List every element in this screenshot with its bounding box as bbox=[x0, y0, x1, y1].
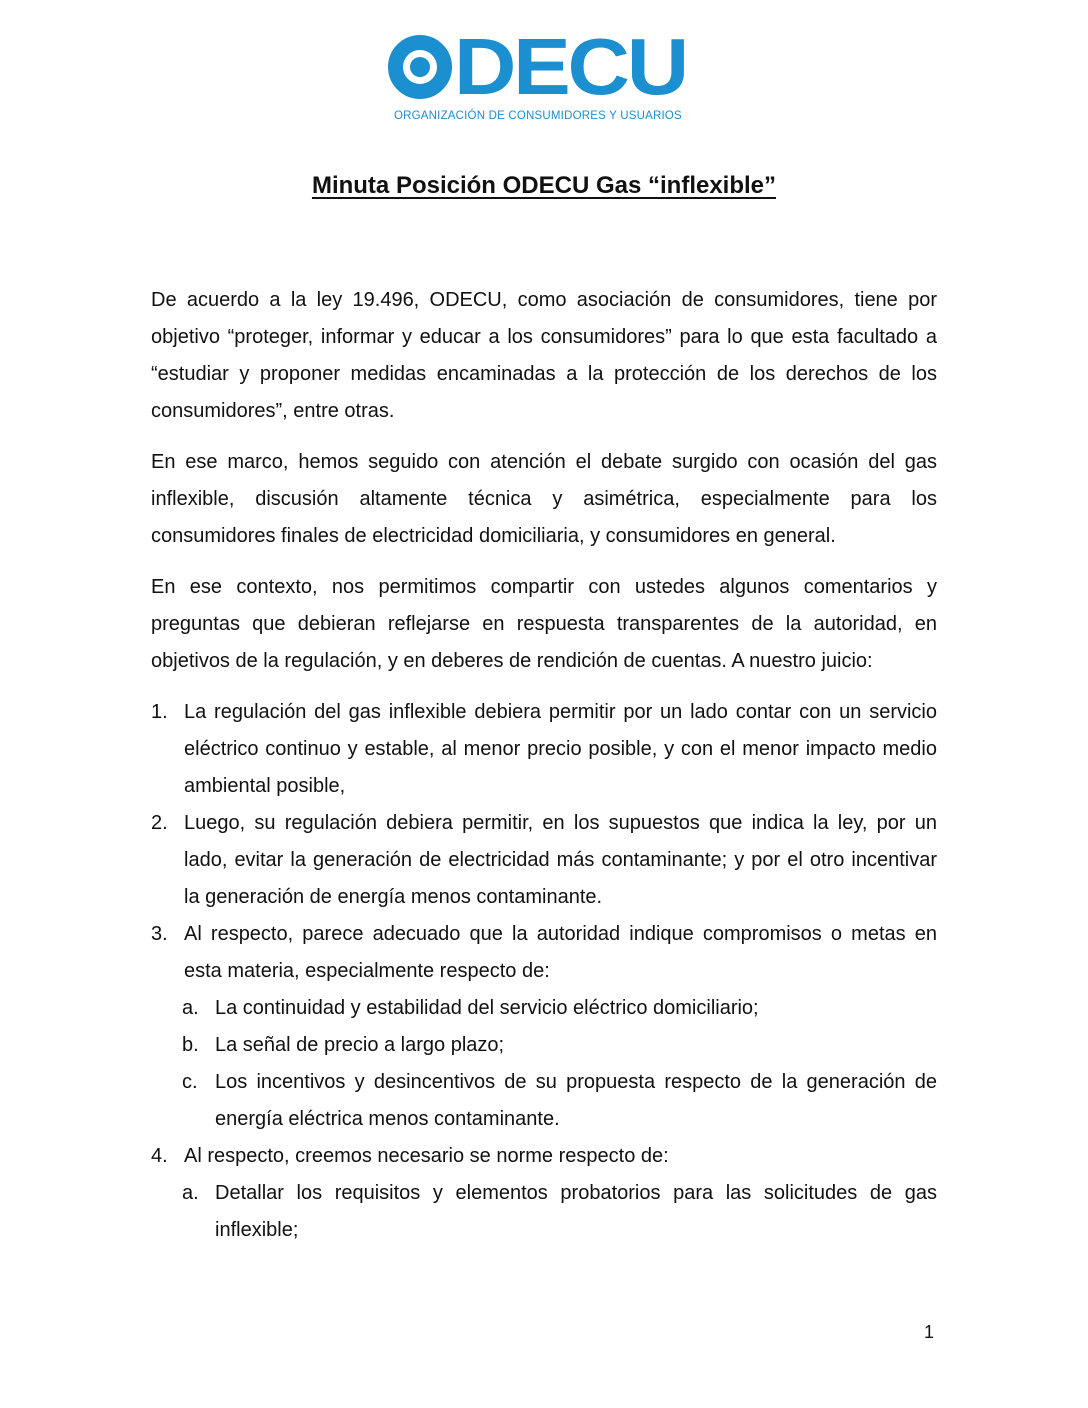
numbered-list-continued bbox=[151, 1138, 937, 1175]
list-item bbox=[151, 916, 937, 990]
sub-list-item-text: Los incentivos y desincentivos de su propuesta respecto de la generación de energía eléctrica menos contaminante. bbox=[215, 1071, 937, 1130]
sub-list-item bbox=[151, 1064, 937, 1138]
list-item-text: Luego, su regulación debiera permitir, en los supuestos que indica la ley, por un lado, evitar la generación de electricidad más contaminante; y por el otro incentivar la generación de energía menos contaminante. bbox=[184, 812, 937, 908]
sub-list-item-text: Detallar los requisitos y elementos probatorios para las solicitudes de gas inflexible; bbox=[215, 1182, 937, 1241]
list-number: 2. bbox=[151, 812, 168, 834]
sub-list-item-text: La continuidad y estabilidad del servicio eléctrico domiciliario; bbox=[215, 997, 759, 1019]
logo-brand-text: DECU bbox=[454, 22, 686, 111]
list-number: 3. bbox=[151, 923, 168, 945]
sub-list-item bbox=[151, 1027, 937, 1064]
list-number: 4. bbox=[151, 1145, 168, 1167]
paragraph-context: En ese marco, hemos seguido con atención el debate surgido con ocasión del gas inflexible, discusión altamente técnica y asimétrica, especialmente para los consumidores finales de electricidad domiciliaria, y consumidores en general. bbox=[151, 451, 937, 547]
list-item bbox=[151, 805, 937, 916]
list-item-text: La regulación del gas inflexible debiera permitir por un lado contar con un servicio eléctrico continuo y estable, al menor precio posible, y con el menor impacto medio ambiental posible, bbox=[184, 701, 937, 797]
list-item bbox=[151, 694, 937, 805]
sub-list-item-text: La señal de precio a largo plazo; bbox=[215, 1034, 505, 1056]
logo-wordmark bbox=[388, 22, 686, 111]
page-number: 1 bbox=[924, 1322, 935, 1342]
sub-list-letter: c. bbox=[182, 1071, 198, 1093]
paragraph-intro: De acuerdo a la ley 19.496, ODECU, como asociación de consumidores, tiene por objetivo “proteger, informar y educar a los consumidores” para lo que esta facultado a “estudiar y proponer medidas encaminadas a la protección de los derechos de los consumidores”, entre otras. bbox=[151, 289, 937, 422]
list-number: 1. bbox=[151, 701, 168, 723]
odecu-logo bbox=[388, 22, 700, 124]
paragraph-comments: En ese contexto, nos permitimos compartir con ustedes algunos comentarios y preguntas que debieran reflejarse en respuesta transparentes de la autoridad, en objetivos de la regulación, y en deberes de rendición de cuentas. A nuestro juicio: bbox=[151, 576, 937, 672]
logo-o-icon bbox=[388, 35, 452, 99]
list-item bbox=[151, 1138, 937, 1175]
sub-list-item bbox=[151, 990, 937, 1027]
list-item-text: Al respecto, parece adecuado que la autoridad indique compromisos o metas en esta materia, especialmente respecto de: bbox=[184, 923, 937, 982]
numbered-list bbox=[151, 694, 937, 990]
logo-subtitle: ORGANIZACIÓN DE CONSUMIDORES Y USUARIOS bbox=[394, 110, 682, 122]
sub-list bbox=[151, 1175, 937, 1249]
document-title-text: Minuta Posición ODECU Gas “inflexible” bbox=[311, 172, 777, 199]
sub-list-letter: a. bbox=[182, 1182, 199, 1204]
sub-list-letter: b. bbox=[182, 1034, 199, 1056]
sub-list bbox=[151, 990, 937, 1138]
sub-list-letter: a. bbox=[182, 997, 199, 1019]
sub-list-item bbox=[151, 1175, 937, 1249]
list-item-text: Al respecto, creemos necesario se norme respecto de: bbox=[184, 1145, 669, 1167]
document-title bbox=[0, 172, 1088, 200]
document-body bbox=[151, 282, 937, 1249]
